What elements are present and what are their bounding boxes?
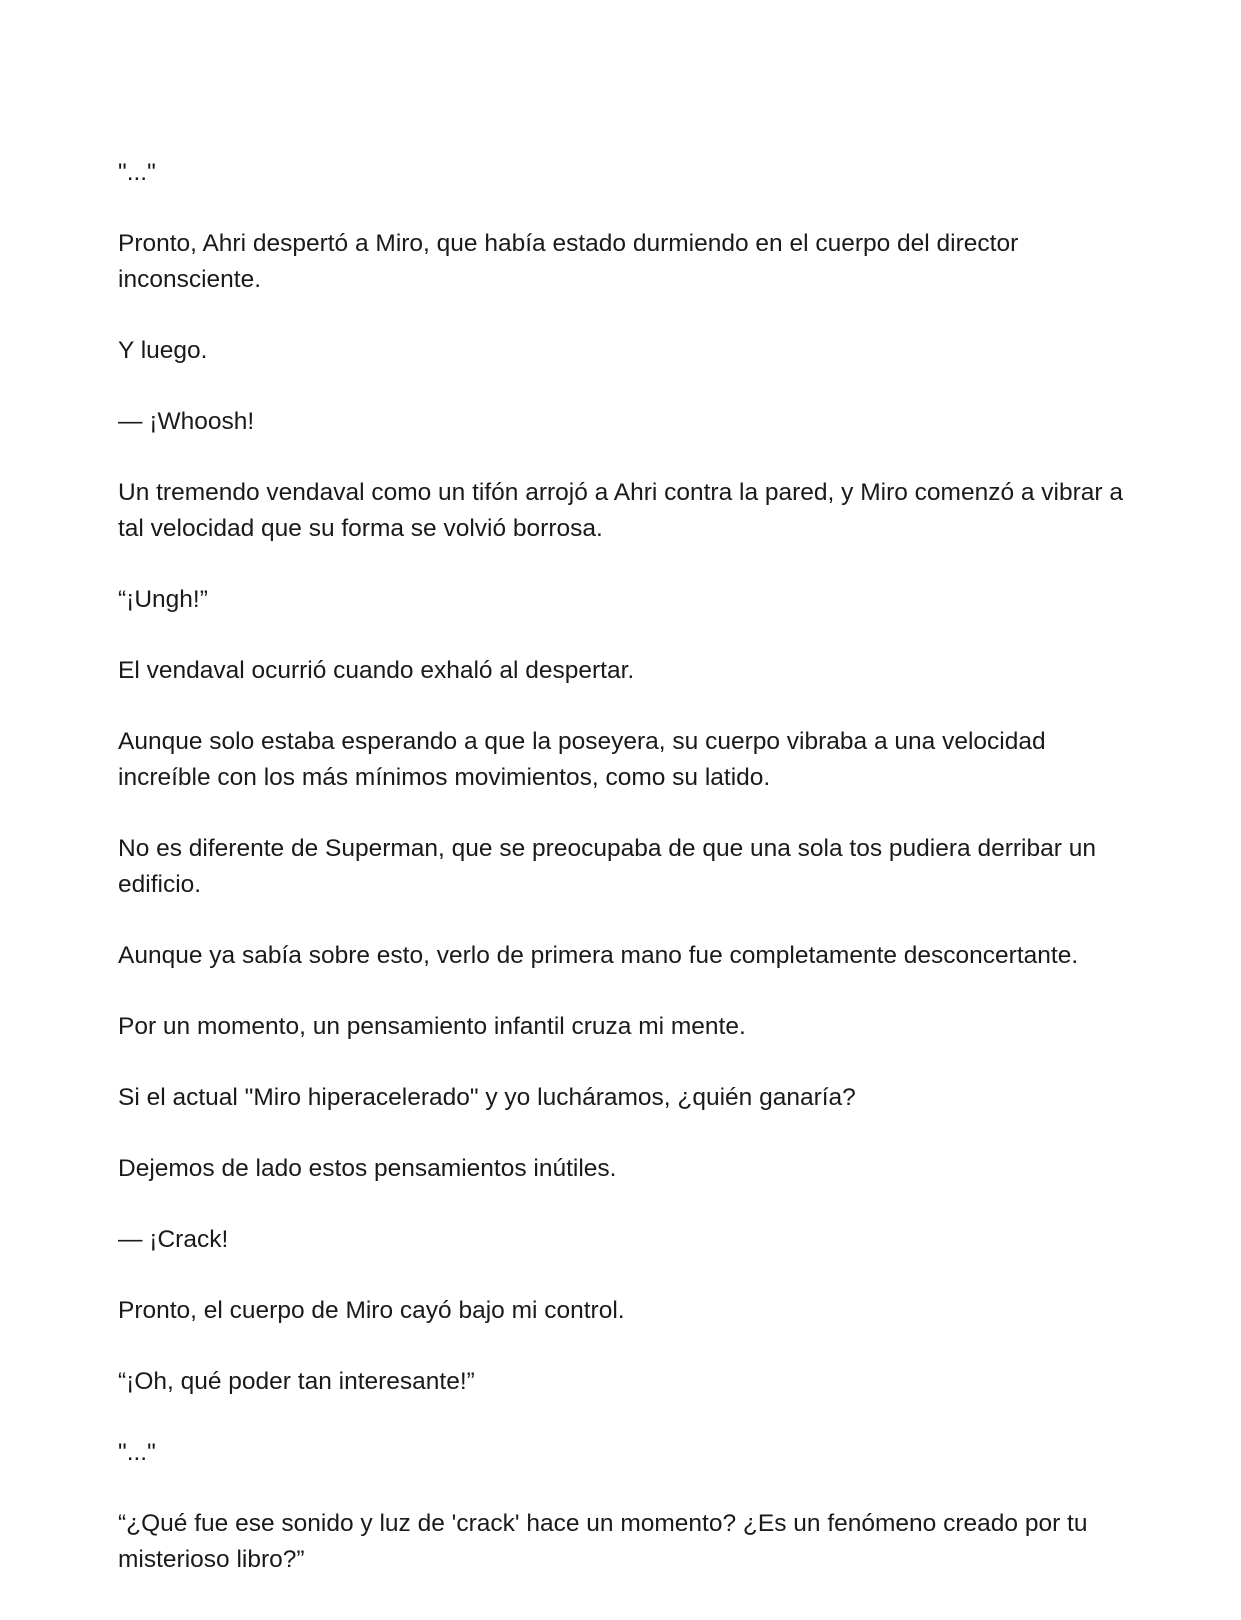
paragraph-15: Pronto, el cuerpo de Miro cayó bajo mi control. (118, 1297, 625, 1324)
paragraph-18: “¿Qué fue ese sonido y luz de 'crack' hace un momento? ¿Es un fenómeno creado por tu misterioso libro?” (118, 1510, 1088, 1573)
paragraph-3: Y luego. (118, 337, 208, 364)
document-body (118, 155, 1123, 1613)
paragraph-6: “¡Ungh!” (118, 586, 208, 613)
paragraph-9: No es diferente de Superman, que se preocupaba de que una sola tos pudiera derribar un edificio. (118, 835, 1096, 898)
paragraph-5: Un tremendo vendaval como un tifón arrojó a Ahri contra la pared, y Miro comenzó a vibrar a tal velocidad que su forma se volvió borrosa. (118, 479, 1124, 542)
paragraph-2: Pronto, Ahri despertó a Miro, que había estado durmiendo en el cuerpo del director inconsciente. (118, 230, 1019, 293)
paragraph-7: El vendaval ocurrió cuando exhaló al despertar. (118, 657, 635, 684)
paragraph-14: — ¡Crack! (118, 1226, 229, 1253)
paragraph-13: Dejemos de lado estos pensamientos inútiles. (118, 1155, 617, 1182)
paragraph-4: — ¡Whoosh! (118, 408, 255, 435)
paragraph-8: Aunque solo estaba esperando a que la poseyera, su cuerpo vibraba a una velocidad increíble con los más mínimos movimientos, como su latido. (118, 728, 1046, 791)
paragraph-10: Aunque ya sabía sobre esto, verlo de primera mano fue completamente desconcertante. (118, 942, 1079, 969)
paragraph-12: Si el actual "Miro hiperacelerado" y yo lucháramos, ¿quién ganaría? (118, 1084, 856, 1111)
paragraph-11: Por un momento, un pensamiento infantil cruza mi mente. (118, 1013, 746, 1040)
paragraph-17: "..." (118, 1439, 156, 1466)
paragraph-16: “¡Oh, qué poder tan interesante!” (118, 1368, 475, 1395)
paragraph-1: "..." (118, 159, 156, 186)
